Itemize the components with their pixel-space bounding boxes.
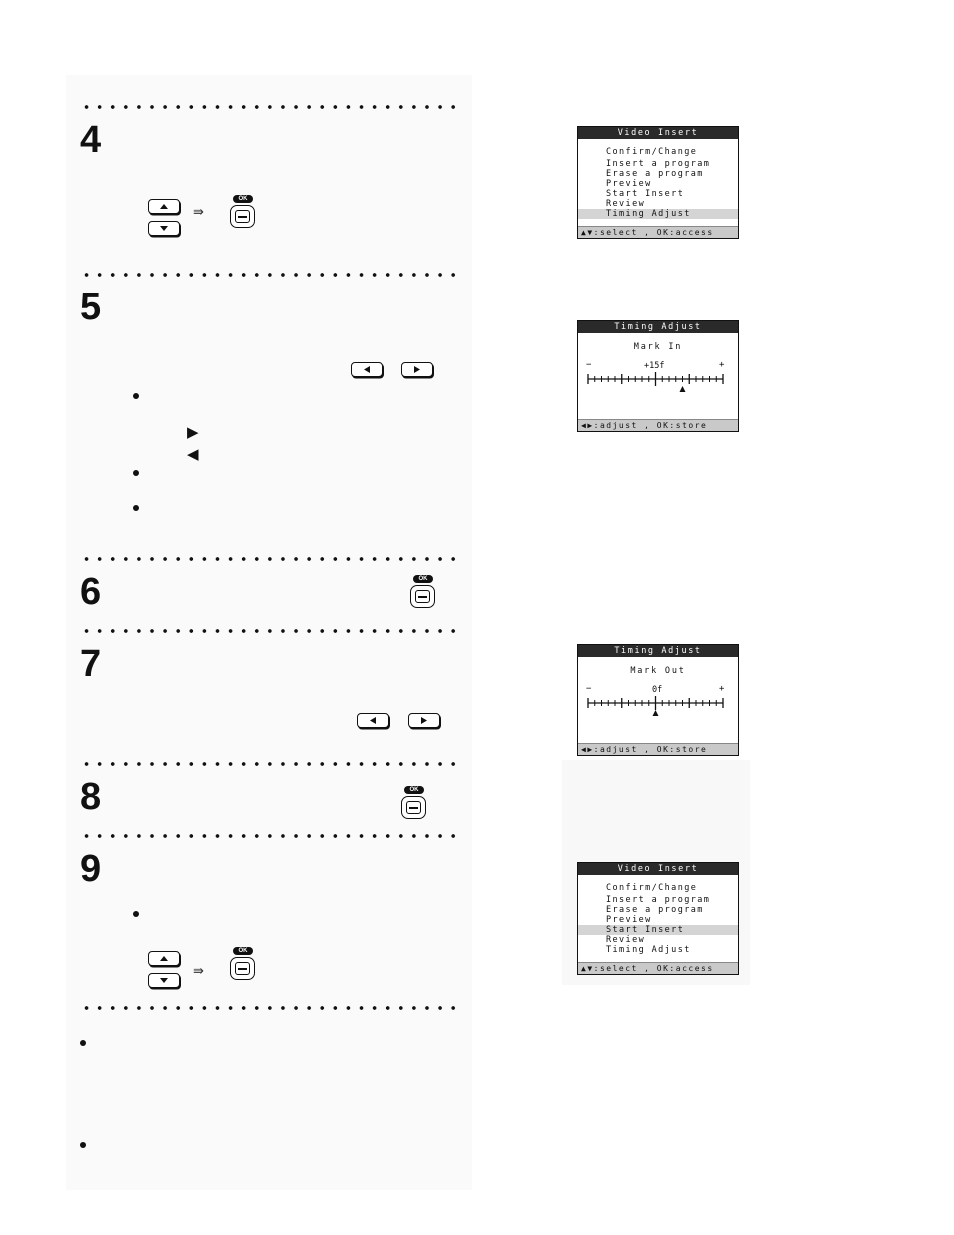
- ok-button[interactable]: [229, 195, 257, 229]
- ok-button[interactable]: [409, 575, 437, 609]
- ok-button[interactable]: [229, 947, 257, 981]
- bullet: [133, 393, 139, 399]
- menu-item-timing-adjust[interactable]: Timing Adjust: [606, 945, 691, 955]
- menu-item-insert-program[interactable]: Insert a program: [606, 895, 711, 905]
- screen-title: Timing Adjust: [578, 321, 738, 333]
- bullet: [133, 505, 139, 511]
- up-button[interactable]: [148, 951, 180, 966]
- screen-footer: ▲▼:select , OK:access: [578, 226, 738, 238]
- menu-item-review[interactable]: Review: [606, 199, 646, 209]
- down-arrow-icon: [149, 974, 179, 987]
- menu-item-insert-program[interactable]: Insert a program: [606, 159, 711, 169]
- bullet: [80, 1142, 86, 1148]
- left-arrow-icon: [358, 714, 388, 727]
- ok-label: OK: [413, 575, 433, 583]
- timing-scale[interactable]: [578, 369, 738, 409]
- screen-footer: ◀▶:adjust , OK:store: [578, 419, 738, 431]
- step-number-6: 6: [80, 571, 102, 613]
- menu-item-preview[interactable]: Preview: [606, 179, 652, 189]
- minus-label: −: [586, 360, 592, 370]
- down-arrow-icon: [149, 222, 179, 235]
- flow-arrow-icon: ⇛: [193, 963, 204, 978]
- up-arrow-icon: [149, 952, 179, 965]
- ok-label: OK: [404, 786, 424, 794]
- menu-item-confirm-change[interactable]: Confirm∕Change: [606, 883, 698, 893]
- down-button[interactable]: [148, 221, 180, 236]
- menu-item-review[interactable]: Review: [606, 935, 646, 945]
- scale-marker-icon: [653, 710, 659, 716]
- plus-label: +: [719, 360, 725, 370]
- step-number-9: 9: [80, 848, 102, 890]
- left-triangle-icon: ◀: [187, 446, 199, 463]
- right-arrow-icon: [409, 714, 439, 727]
- step-number-5: 5: [80, 286, 102, 328]
- left-button[interactable]: [351, 362, 383, 377]
- separator-dots: [80, 1005, 460, 1011]
- step-number-8: 8: [80, 776, 102, 818]
- menu-item-start-insert[interactable]: Start Insert: [606, 189, 685, 199]
- minus-label: −: [586, 684, 592, 694]
- left-button[interactable]: [357, 713, 389, 728]
- bullet: [80, 1040, 86, 1046]
- separator-dots: [80, 628, 460, 634]
- step-number-7: 7: [80, 643, 102, 685]
- separator-dots: [80, 833, 460, 839]
- left-arrow-icon: [352, 363, 382, 376]
- separator-dots: [80, 556, 460, 562]
- offset-value: +15f: [644, 361, 665, 371]
- timing-adjust-out-screen: [577, 644, 739, 756]
- ok-label: OK: [233, 195, 253, 203]
- screen-footer: ◀▶:adjust , OK:store: [578, 743, 738, 755]
- ok-button[interactable]: [400, 786, 428, 820]
- up-arrow-icon: [149, 200, 179, 213]
- offset-value: 0f: [652, 685, 663, 695]
- mark-label: Mark In: [633, 342, 683, 352]
- video-insert-screen: [577, 126, 739, 239]
- separator-dots: [80, 761, 460, 767]
- flow-arrow-icon: ⇛: [193, 204, 204, 219]
- mark-label: Mark Out: [630, 666, 686, 676]
- menu-item-confirm-change[interactable]: Confirm∕Change: [606, 147, 698, 157]
- menu-item-timing-adjust[interactable]: Timing Adjust: [578, 209, 738, 219]
- timing-scale[interactable]: [578, 693, 738, 733]
- right-arrow-icon: [402, 363, 432, 376]
- right-button[interactable]: [408, 713, 440, 728]
- plus-label: +: [719, 684, 725, 694]
- step-number-4: 4: [80, 119, 102, 161]
- bullet: [133, 470, 139, 476]
- screen-title: Timing Adjust: [578, 645, 738, 657]
- menu-item-erase-program[interactable]: Erase a program: [606, 169, 704, 179]
- menu-item-start-insert[interactable]: Start Insert: [578, 925, 738, 935]
- scale-marker-icon: [680, 386, 686, 392]
- screen-title: Video Insert: [578, 127, 738, 139]
- up-button[interactable]: [148, 199, 180, 214]
- menu-item-preview[interactable]: Preview: [606, 915, 652, 925]
- separator-dots: [80, 272, 460, 278]
- right-triangle-icon: ▶: [187, 424, 199, 441]
- screen-title: Video Insert: [578, 863, 738, 875]
- bullet: [133, 911, 139, 917]
- right-button[interactable]: [401, 362, 433, 377]
- separator-dots: [80, 104, 460, 110]
- menu-item-erase-program[interactable]: Erase a program: [606, 905, 704, 915]
- ok-label: OK: [233, 947, 253, 955]
- timing-adjust-in-screen: [577, 320, 739, 432]
- down-button[interactable]: [148, 973, 180, 988]
- screen-footer: ▲▼:select , OK:access: [578, 962, 738, 974]
- video-insert-screen: [577, 862, 739, 975]
